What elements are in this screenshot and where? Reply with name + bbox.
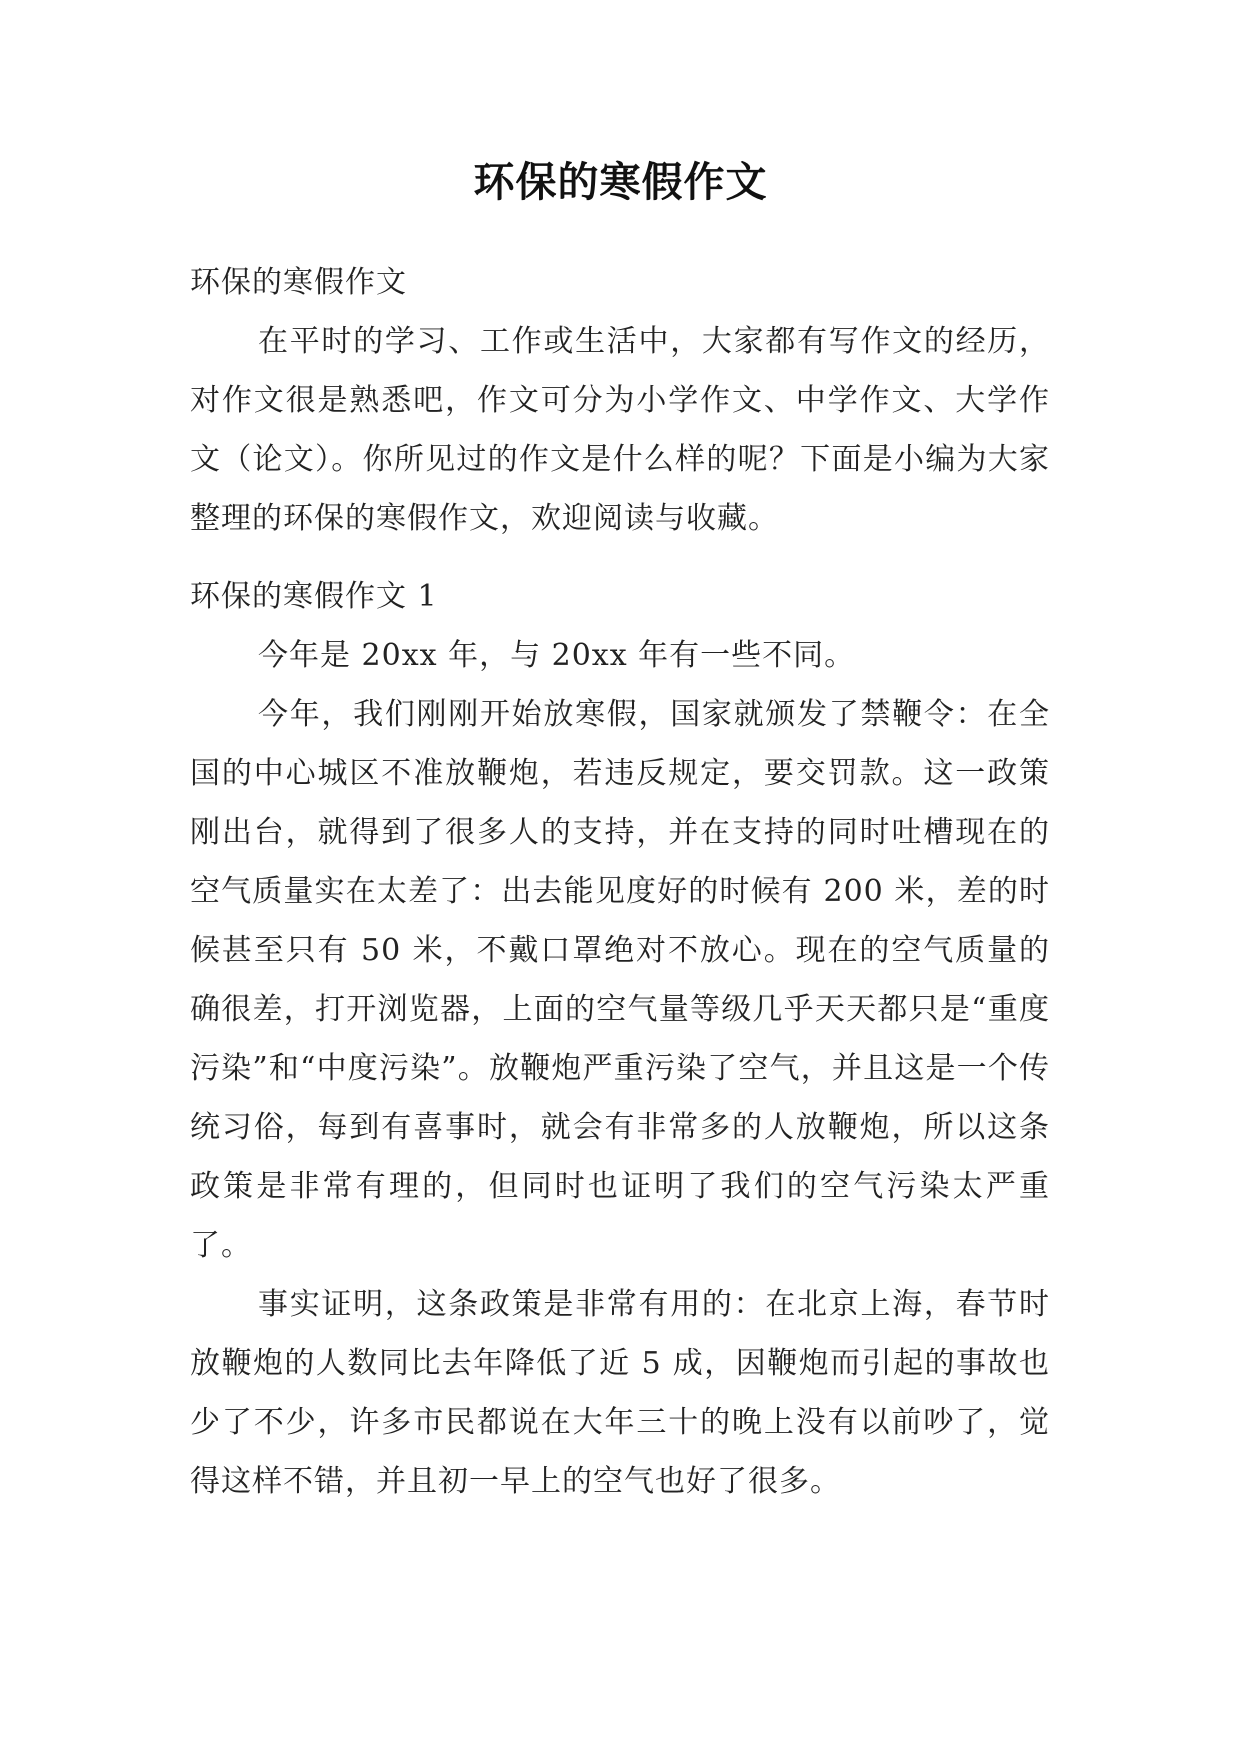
body-paragraph: 事实证明，这条政策是非常有用的：在北京上海，春节时放鞭炮的人数同比去年降低了近 5 成，因鞭炮而引起的事故也少了不少，许多市民都说在大年三十的晚上没有以前吵了，觉得这样不错，并且初一早上的空气也好了很多。 (190, 1287, 1050, 1499)
document-title: 环保的寒假作文 (473, 158, 768, 206)
body-paragraph: 今年是 20xx 年，与 20xx 年有一些不同。 (258, 638, 856, 673)
document-subtitle: 环保的寒假作文 (190, 265, 407, 300)
body-paragraph: 今年，我们刚刚开始放寒假，国家就颁发了禁鞭令：在全国的中心城区不准放鞭炮，若违反规定，要交罚款。这一政策刚出台，就得到了很多人的支持，并在支持的同时吐槽现在的空气质量实在太差了：出去能见度好的时候有 200 米，差的时候甚至只有 50 米，不戴口罩绝对不放心。现在的空气质量的确很差，打开浏览器，上面的空气量等级几乎天天都只是“重度污染”和“中度污染”。放鞭炮严重污染了空气，并且这是一个传统习俗，每到有喜事时，就会有非常多的人放鞭炮，所以这条政策是非常有理的，但同时也证明了我们的空气污染太严重了。 (190, 697, 1050, 1263)
section-heading: 环保的寒假作文 1 (190, 579, 438, 614)
intro-paragraph: 在平时的学习、工作或生活中，大家都有写作文的经历，对作文很是熟悉吧，作文可分为小学作文、中学作文、大学作文（论文）。你所见过的作文是什么样的呢？下面是小编为大家整理的环保的寒假作文，欢迎阅读与收藏。 (190, 324, 1050, 536)
section-body (190, 626, 1050, 1511)
intro-block (190, 312, 1050, 548)
